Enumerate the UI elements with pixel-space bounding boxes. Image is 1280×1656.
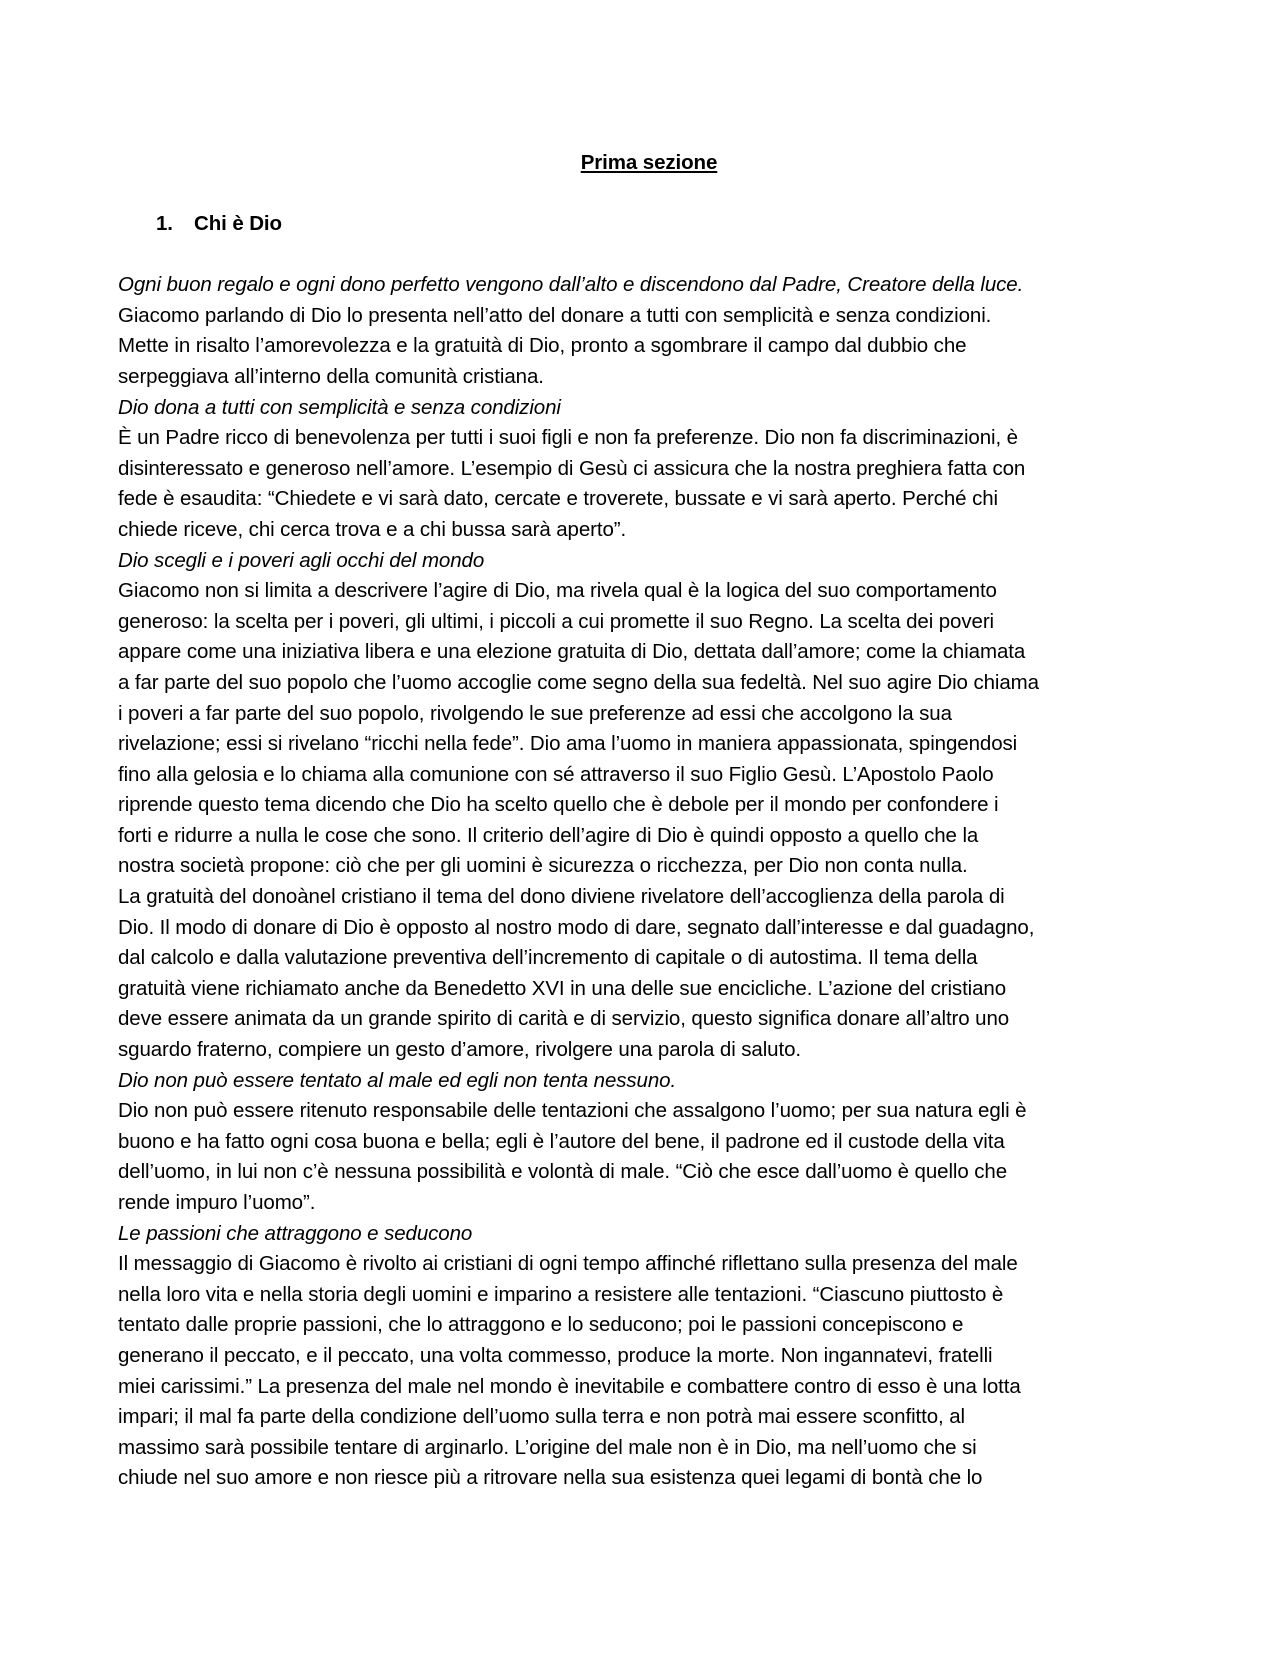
text-line: massimo sarà possibile tentare di arginarlo. L’origine del male non è in Dio, ma nell’uomo che si (118, 1435, 977, 1459)
chapter-heading (118, 209, 1168, 240)
text-line: miei carissimi.” La presenza del male nel mondo è inevitabile e combattere contro di esso è una lotta (118, 1374, 1021, 1398)
text-line: generoso: la scelta per i poveri, gli ultimi, i piccoli a cui promette il suo Regno. La scelta dei poveri (118, 609, 994, 633)
text-line: generano il peccato, e il peccato, una volta commesso, produce la morte. Non ingannatevi, fratelli (118, 1343, 993, 1367)
text-line: Mette in risalto l’amorevolezza e la gratuità di Dio, pronto a sgombrare il campo dal dubbio che (118, 334, 967, 358)
text-line: dal calcolo e dalla valutazione preventiva dell’incremento di capitale o di autostima. Il tema della (118, 946, 978, 970)
text-line: Dio. Il modo di donare di Dio è opposto al nostro modo di dare, segnato dall’interesse e dal guadagno, (118, 915, 1035, 939)
subheading-line: Dio dona a tutti con semplicità e senza condizioni (118, 395, 561, 419)
text-line: La gratuità del donoànel cristiano il tema del dono diviene rivelatore dell’accoglienza della parola di (118, 885, 1005, 909)
text-line: Dio non può essere ritenuto responsabile delle tentazioni che assalgono l’uomo; per sua natura egli è (118, 1099, 1027, 1123)
text-line: Giacomo non si limita a descrivere l’agire di Dio, ma rivela qual è la logica del suo comportamento (118, 579, 997, 603)
text-line: serpeggiava all’interno della comunità cristiana. (118, 364, 544, 388)
text-line: chiede riceve, chi cerca trova e a chi bussa sarà aperto”. (118, 517, 627, 541)
text-line: sguardo fraterno, compiere un gesto d’amore, rivolgere una parola di saluto. (118, 1038, 801, 1062)
subheading-line: Le passioni che attraggono e seducono (118, 1221, 473, 1245)
text-line: fede è esaudita: “Chiedete e vi sarà dato, cercate e troverete, bussate e vi sarà aperto. Perché chi (118, 487, 998, 511)
text-line: gratuità viene richiamato anche da Benedetto XVI in una delle sue encicliche. L’azione del cristiano (118, 976, 1007, 1000)
text-line: nostra società propone: ciò che per gli uomini è sicurezza o ricchezza, per Dio non conta nulla. (118, 854, 968, 878)
text-line: fino alla gelosia e lo chiama alla comunione con sé attraverso il suo Figlio Gesù. L’Apostolo Paolo (118, 762, 994, 786)
document-body (118, 148, 1168, 1494)
text-line: È un Padre ricco di benevolenza per tutti i suoi figli e non fa preferenze. Dio non fa discriminazioni, è (118, 426, 1018, 450)
text-line: forti e ridurre a nulla le cose che sono. Il criterio dell’agire di Dio è quindi opposto a quello che la (118, 823, 979, 847)
heading-text: Chi è Dio (194, 211, 282, 235)
text-line: rivelazione; essi si rivelano “ricchi nella fede”. Dio ama l’uomo in maniera appassionata, spingendosi (118, 732, 1018, 756)
text-line: Il messaggio di Giacomo è rivolto ai cristiani di ogni tempo affinché riflettano sulla presenza del male (118, 1252, 1018, 1276)
text-line: chiude nel suo amore e non riesce più a ritrovare nella sua esistenza quei legami di bontà che lo (118, 1466, 983, 1490)
text-line: tentato dalle proprie passioni, che lo attraggono e lo seducono; poi le passioni concepiscono e (118, 1313, 964, 1337)
text-line: a far parte del suo popolo che l’uomo accoglie come segno della sua fedeltà. Nel suo agire Dio chiama (118, 670, 1039, 694)
text-line: riprende questo tema dicendo che Dio ha scelto quello che è debole per il mondo per confondere i (118, 793, 999, 817)
text-line: appare come una iniziativa libera e una elezione gratuita di Dio, dettata dall’amore; come la chiamata (118, 640, 1026, 664)
text-line: Giacomo parlando di Dio lo presenta nell’atto del donare a tutti con semplicità e senza condizioni. (118, 303, 992, 327)
subheading-line: Ogni buon regalo e ogni dono perfetto vengono dall’alto e discendono dal Padre, Creatore della luce. (118, 273, 1024, 297)
section-title: Prima sezione (580, 151, 718, 174)
subheading-line: Dio non può essere tentato al male ed egli non tenta nessuno. (118, 1068, 677, 1092)
subheading-line: Dio scegli e i poveri agli occhi del mondo (118, 548, 485, 572)
text-line: disinteressato e generoso nell’amore. L’esempio di Gesù ci assicura che la nostra preghiera fatta con (118, 456, 1026, 480)
body-text (118, 270, 1168, 1494)
text-line: dell’uomo, in lui non c’è nessuna possibilità e volontà di male. “Ciò che esce dall’uomo è quello che (118, 1160, 1008, 1184)
text-line: impari; il mal fa parte della condizione dell’uomo sulla terra e non potrà mai essere sconfitto, al (118, 1405, 965, 1429)
heading-number: 1. (156, 211, 173, 235)
text-line: deve essere animata da un grande spirito di carità e di servizio, questo significa donare all’altro uno (118, 1007, 1010, 1031)
text-line: nella loro vita e nella storia degli uomini e imparino a resistere alle tentazioni. “Ciascuno piuttosto è (118, 1282, 1004, 1306)
text-line: i poveri a far parte del suo popolo, rivolgendo le sue preferenze ad essi che accolgono la sua (118, 701, 952, 725)
text-line: buono e ha fatto ogni cosa buona e bella; egli è l’autore del bene, il padrone ed il custode della vita (118, 1129, 1005, 1153)
text-line: rende impuro l’uomo”. (118, 1191, 316, 1214)
